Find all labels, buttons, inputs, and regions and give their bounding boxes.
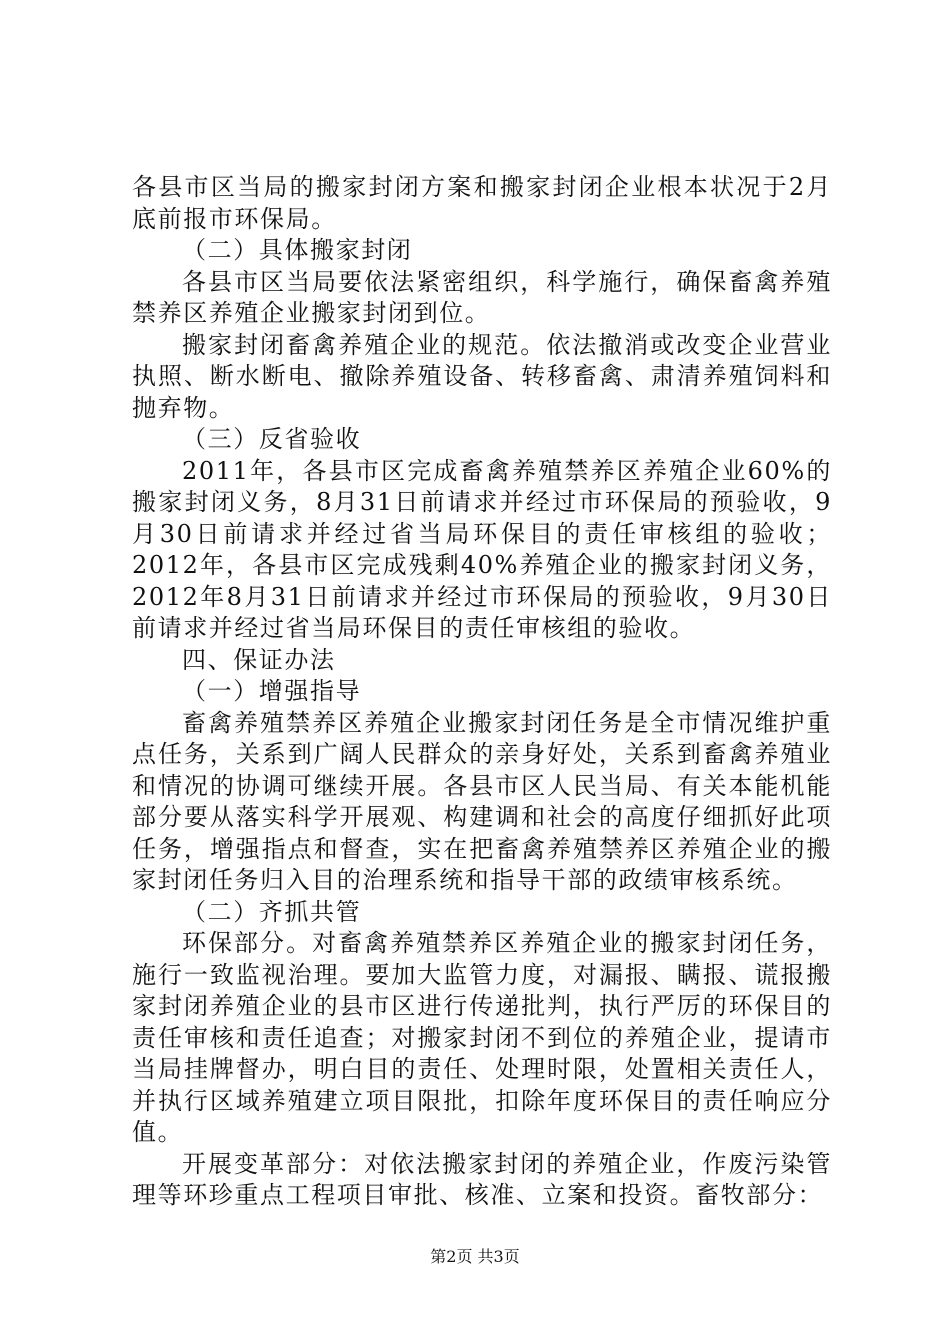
paragraph: 畜禽养殖禁养区养殖企业搬家封闭任务是全市情况维护重点任务，关系到广阔人民群众的亲身好处，关系到畜禽养殖业和情况的协调可继续开展。各县市区人民当局、有关本能机能部分要从落实科学开展观、构建调和社会的高度仔细抓好此项任务，增强指点和督查，实在把畜禽养殖禁养区养殖企业的搬家封闭任务归入目的治理系统和指导干部的政绩审核系统。 (132, 708, 832, 894)
section-heading: 四、保证办法 (182, 645, 336, 674)
document-body (132, 172, 832, 1212)
page-number-footer: 第2页 共3页 (430, 1247, 520, 1266)
section-heading: （一）增强指导 (182, 677, 362, 705)
paragraph: 2011年，各县市区完成畜禽养殖禁养区养殖企业60%的搬家封闭义务，8月31日前请求并经过市环保局的预验收，9月30日前请求并经过省当局环保目的责任审核组的验收；2012年，各县市区完成残剩40%养殖企业的搬家封闭义务，2012年8月31日前请求并经过市环保局的预验收，9月30日前请求并经过省当局环保目的责任审核组的验收。 (132, 456, 832, 642)
paragraph: 开展变革部分：对依法搬家封闭的养殖企业，作废污染管理等环珍重点工程项目审批、核准、立案和投资。畜牧部分： (132, 1149, 832, 1209)
paragraph: 各县市区当局的搬家封闭方案和搬家封闭企业根本状况于2月底前报市环保局。 (132, 173, 832, 233)
paragraph: 环保部分。对畜禽养殖禁养区养殖企业的搬家封闭任务，施行一致监视治理。要加大监管力度，对漏报、瞒报、谎报搬家封闭养殖企业的县市区进行传递批判，执行严厉的环保目的责任审核和责任追查；对搬家封闭不到位的养殖企业，提请市当局挂牌督办，明白目的责任、处理时限，处置相关责任人，并执行区域养殖建立项目限批，扣除年度环保目的责任响应分值。 (132, 929, 832, 1146)
section-heading: （二）具体搬家封闭 (182, 236, 413, 264)
section-heading: （三）反省验收 (182, 425, 362, 453)
paragraph: 搬家封闭畜禽养殖企业的规范。依法撤消或改变企业营业执照、断水断电、撤除养殖设备、转移畜禽、肃清养殖饲料和抛弃物。 (132, 330, 832, 422)
section-heading: （二）齐抓共管 (182, 897, 362, 926)
paragraph: 各县市区当局要依法紧密组织，科学施行，确保畜禽养殖禁养区养殖企业搬家封闭到位。 (132, 267, 832, 327)
